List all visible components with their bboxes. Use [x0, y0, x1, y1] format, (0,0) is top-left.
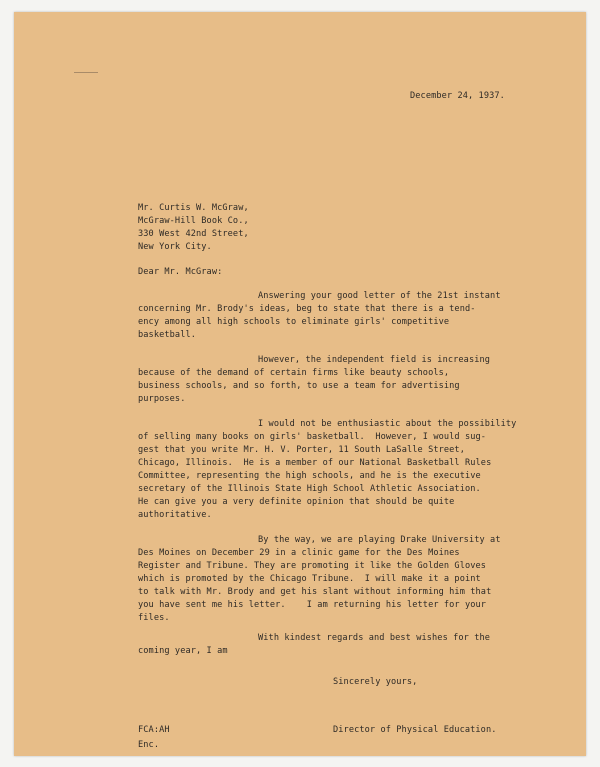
p5-line-2: coming year, I am [138, 646, 228, 656]
recipient-line-3: 330 West 42nd Street, [138, 229, 249, 239]
letter-date: December 24, 1937. [410, 91, 505, 101]
p3-line-1: I would not be enthusiastic about the possibility [258, 419, 517, 429]
p3-line-3: gest that you write Mr. H. V. Porter, 11 South LaSalle Street, [138, 445, 465, 455]
p2-line-4: purposes. [138, 394, 186, 404]
p3-line-2: of selling many books on girls' basketball. However, I would sug- [138, 432, 487, 442]
p2-line-2: because of the demand of certain firms like beauty schools, [138, 368, 450, 378]
recipient-line-1: Mr. Curtis W. McGraw, [138, 203, 249, 213]
recipient-line-2: McGraw-Hill Book Co., [138, 216, 249, 226]
p4-line-3: Register and Tribune. They are promoting it like the Golden Gloves [138, 561, 487, 571]
p3-line-5: Committee, representing the high schools, and he is the executive [138, 471, 481, 481]
p2-line-1: However, the independent field is increasing [258, 355, 491, 365]
p4-line-6: you have sent me his letter. I am returning his letter for your [138, 600, 487, 610]
p3-line-8: authoritative. [138, 510, 212, 520]
p2-line-3: business schools, and so forth, to use a team for advertising [138, 381, 460, 391]
p1-line-2: concerning Mr. Brody's ideas, beg to state that there is a tend- [138, 304, 476, 314]
p1-line-3: ency among all high schools to eliminate girls' competitive [138, 317, 450, 327]
salutation: Dear Mr. McGraw: [138, 267, 223, 277]
p1-line-4: basketball. [138, 330, 197, 340]
p4-line-1: By the way, we are playing Drake University at [258, 535, 501, 545]
p4-line-2: Des Moines on December 29 in a clinic game for the Des Moines [138, 548, 460, 558]
enclosure-note: Enc. [138, 740, 160, 750]
closing: Sincerely yours, [333, 677, 418, 687]
p4-line-5: to talk with Mr. Brody and get his slant without informing him that [138, 587, 492, 597]
p3-line-4: Chicago, Illinois. He is a member of our National Basketball Rules [138, 458, 492, 468]
p3-line-7: He can give you a very definite opinion that should be quite [138, 497, 455, 507]
p1-line-1: Answering your good letter of the 21st instant [258, 291, 501, 301]
margin-mark [74, 72, 98, 73]
typist-initials: FCA:AH [138, 725, 170, 735]
p5-line-1: With kindest regards and best wishes for the [258, 633, 491, 643]
p4-line-4: which is promoted by the Chicago Tribune. I will make it a point [138, 574, 481, 584]
signature-title: Director of Physical Education. [333, 725, 497, 735]
recipient-line-4: New York City. [138, 242, 212, 252]
p3-line-6: secretary of the Illinois State High School Athletic Association. [138, 484, 481, 494]
letter-page [14, 12, 586, 756]
p4-line-7: files. [138, 613, 170, 623]
